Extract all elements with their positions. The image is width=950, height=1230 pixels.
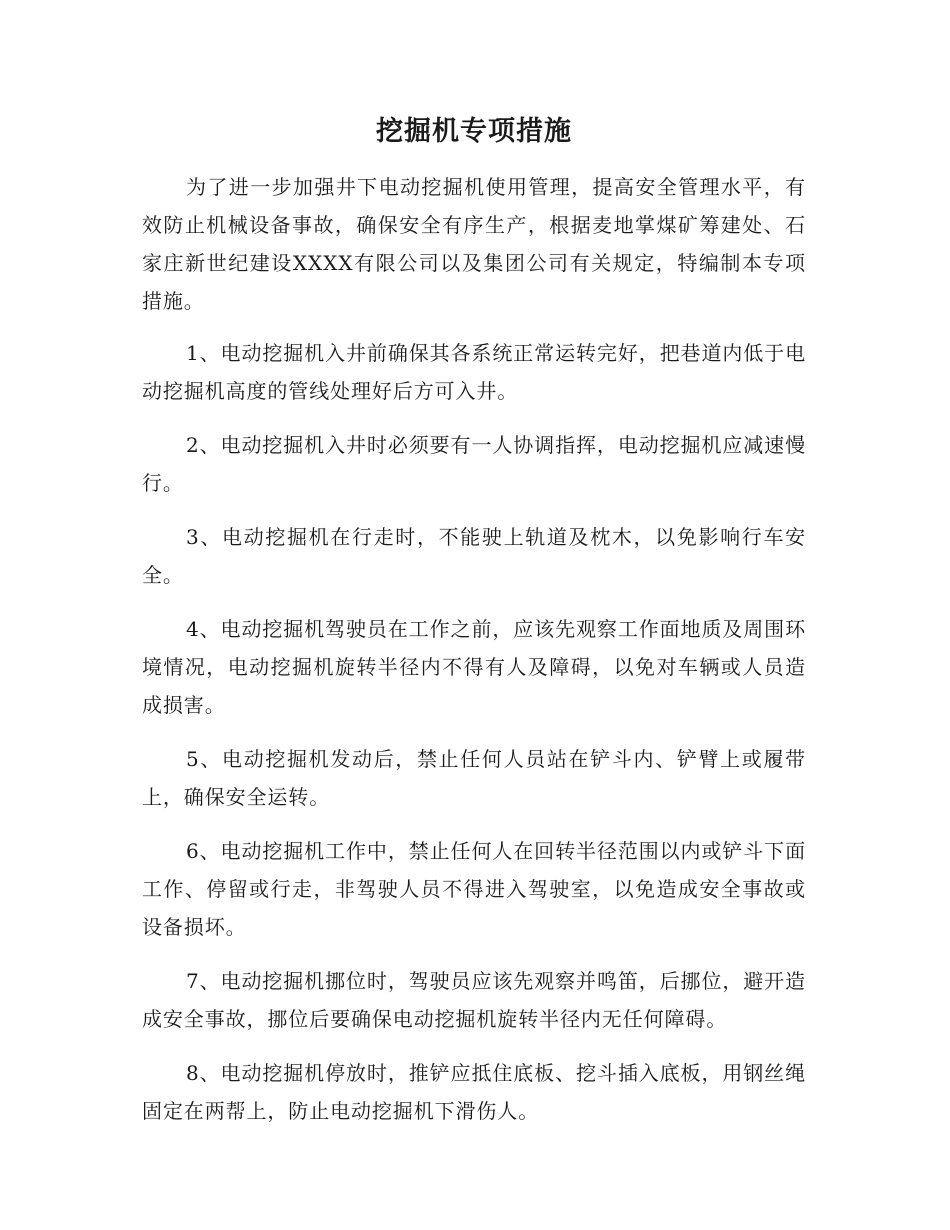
measure-item-5: 5、电动挖掘机发动后，禁止任何人员站在铲斗内、铲臂上或履带上，确保安全运转。 <box>142 747 806 809</box>
document-page <box>142 108 806 1146</box>
measure-item-6: 6、电动挖掘机工作中，禁止任何人在回转半径范围以内或铲斗下面工作、停留或行走，非驾驶人员不得进入驾驶室，以免造成安全事故或设备损坏。 <box>142 839 806 939</box>
measure-item-8: 8、电动挖掘机停放时，推铲应抵住底板、挖斗插入底板，用钢丝绳固定在两帮上，防止电动挖掘机下滑伤人。 <box>142 1061 806 1123</box>
measure-item-4: 4、电动挖掘机驾驶员在工作之前，应该先观察工作面地质及周围环境情况，电动挖掘机旋转半径内不得有人及障碍，以免对车辆或人员造成损害。 <box>142 617 806 717</box>
measure-item-2: 2、电动挖掘机入井时必须要有一人协调指挥，电动挖掘机应减速慢行。 <box>142 433 806 495</box>
intro-paragraph: 为了进一步加强井下电动挖掘机使用管理，提高安全管理水平，有效防止机械设备事故，确保安全有序生产，根据麦地掌煤矿筹建处、石家庄新世纪建设XXXX有限公司以及集团公司有关规定，特编制本专项措施。 <box>142 175 806 313</box>
measure-item-1: 1、电动挖掘机入井前确保其各系统正常运转完好，把巷道内低于电动挖掘机高度的管线处理好后方可入井。 <box>142 341 806 403</box>
measure-item-3: 3、电动挖掘机在行走时，不能驶上轨道及枕木，以免影响行车安全。 <box>142 525 806 587</box>
document-title: 挖掘机专项措施 <box>376 116 572 147</box>
measure-item-7: 7、电动挖掘机挪位时，驾驶员应该先观察并鸣笛，后挪位，避开造成安全事故，挪位后要确保电动挖掘机旋转半径内无任何障碍。 <box>142 969 806 1031</box>
